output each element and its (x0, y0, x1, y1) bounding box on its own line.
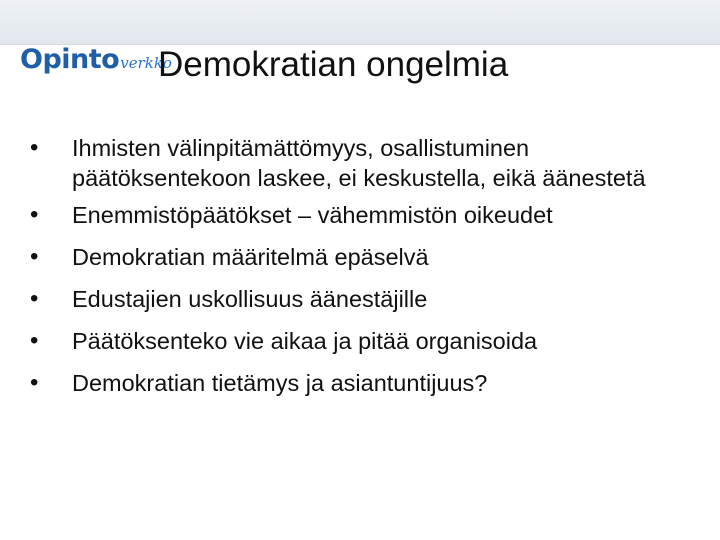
bullet-list (30, 133, 700, 410)
bullet-item: • Enemmistöpäätökset – vähemmistön oikeudet (30, 200, 700, 230)
logo-main-text: Opinto (20, 44, 120, 75)
bullet-item: • Ihmisten välinpitämättömyys, osallistuminen päätöksentekoon laskee, ei keskustella, eikä äänestetä (30, 133, 700, 193)
bullet-item: • Demokratian määritelmä epäselvä (30, 242, 700, 272)
bullet-item: • Päätöksenteko vie aikaa ja pitää organisoida (30, 326, 700, 356)
opintoverkko-logo (20, 46, 172, 73)
bullet-item: • Demokratian tietämys ja asiantuntijuus? (30, 368, 700, 398)
slide-title: Demokratian ongelmia (158, 45, 509, 84)
top-decor-band (0, 0, 720, 45)
bullet-item: • Edustajien uskollisuus äänestäjille (30, 284, 700, 314)
logo-sub-text: verkko (120, 54, 172, 72)
